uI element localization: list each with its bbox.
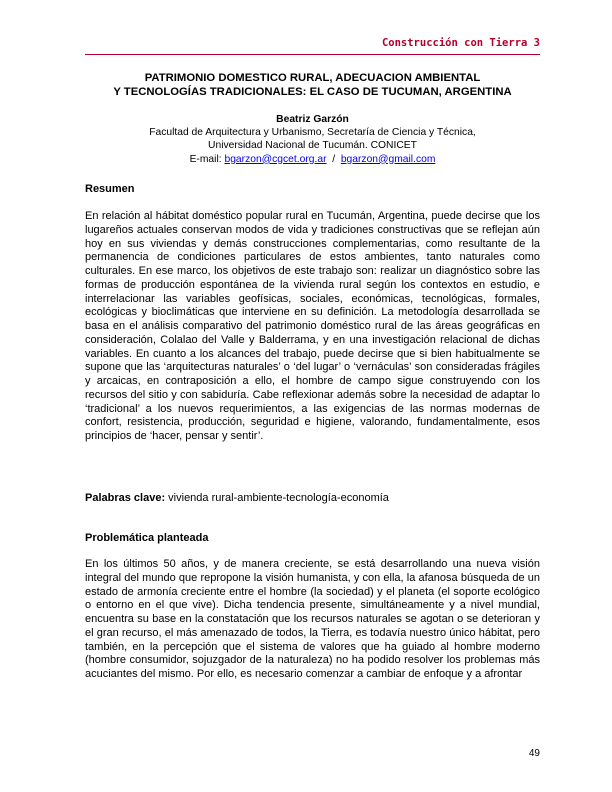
email-link-1[interactable]: bgarzon@cgcet.org.ar [224,153,327,165]
keywords-label: Palabras clave: [85,492,166,504]
section-heading: Problemática planteada [85,532,209,544]
email-link-2[interactable]: bgarzon@gmail.com [340,153,436,165]
abstract-heading: Resumen [85,183,135,195]
title-line-2: Y TECNOLOGÍAS TRADICIONALES: EL CASO DE TUCUMAN, ARGENTINA [113,86,512,98]
author-affiliation-1: Facultad de Arquitectura y Urbanismo, Secretaría de Ciencia y Técnica, [149,127,476,139]
abstract-text: En relación al hábitat doméstico popular rural en Tucumán, Argentina, puede decirse que los lugareños actuales conservan modos de vida y tradiciones constructivas que se reflejan aún hoy en sus viviendas y demás construcciones complementarias, como resultante de la permanencia de condiciones particulares de estos ambientes, tanto naturales como culturales. En ese marco, los objetivos de este trabajo son: realizar un diagnóstico sobre las formas de producción espontánea de la vivienda rural según los contextos en estudio, e interrelacionar las variables geofísicas, sociales, económicas, tecnológicas, formales, ecológicas y bioclimáticas que interviene en su definición. La metodología desarrollada se basa en el análisis comparativo del patrimonio doméstico rural de las áreas geográficas en consideración, Colalao del Valle y Balderrama, y en una investigación relacional de dichas variables. En cuanto a los alcances del trabajo, puede decirse que si bien habitualmente se supone que las ‘arquitecturas naturales’ o ‘del lugar’ o ‘vernáculas’ son consideradas frágiles y arcaicas, en contraposición a ello, el hombre de campo sigue construyendo con los recursos del sitio y con sabiduría. Cabe reflexionar además sobre la necesidad de adaptar lo ‘tradicional’ a los nuevos requerimientos, a las exigencias de las normas modernas de confort, resistencia, producción, seguridad e higiene, valorando, fundamentalmente, esos principios de ‘hacer, pensar y sentir’. [85,210,540,442]
author-block [85,113,540,166]
email-separator: / [326,153,341,165]
author-email [85,153,540,166]
running-header: Construcción con Tierra 3 [381,37,540,49]
header-rule [85,54,540,55]
page-number: 49 [528,748,540,759]
email-label: E-mail: [189,153,225,165]
section-text: En los últimos 50 años, y de manera creciente, se está desarrollando una nueva visión integral del mundo que repropone la visión humanista, y con ella, la afanosa búsqueda de un estado de armonía creciente entre el hombre (la sociedad) y el planeta (el soporte ecológico o entorno en el que vive). Dicha tendencia presente, simultáneamente y a nivel mundial, encuentra su base en la constatación que los recursos naturales se agotan o se deterioran y el gran recurso, el más amenazado de todos, la Tierra, es todavía nuestro único hábitat, pero también, en la percepción que el sistema de valores que ha guiado al hombre moderno (hombre consumidor, sojuzgador de la naturaleza) no ha podido resolver los problemas más acuciantes del mismo. Por ello, es necesario comenzar a cambiar de enfoque y a afrontar [85,558,540,680]
keywords [85,492,540,506]
author-name: Beatriz Garzón [276,114,349,125]
title-line-1: PATRIMONIO DOMESTICO RURAL, ADECUACION AMBIENTAL [144,72,481,84]
author-affiliation-2: Universidad Nacional de Tucumán. CONICET [208,140,417,152]
paper-title [85,71,540,99]
keywords-value: vivienda rural-ambiente-tecnología-economía [165,492,389,504]
